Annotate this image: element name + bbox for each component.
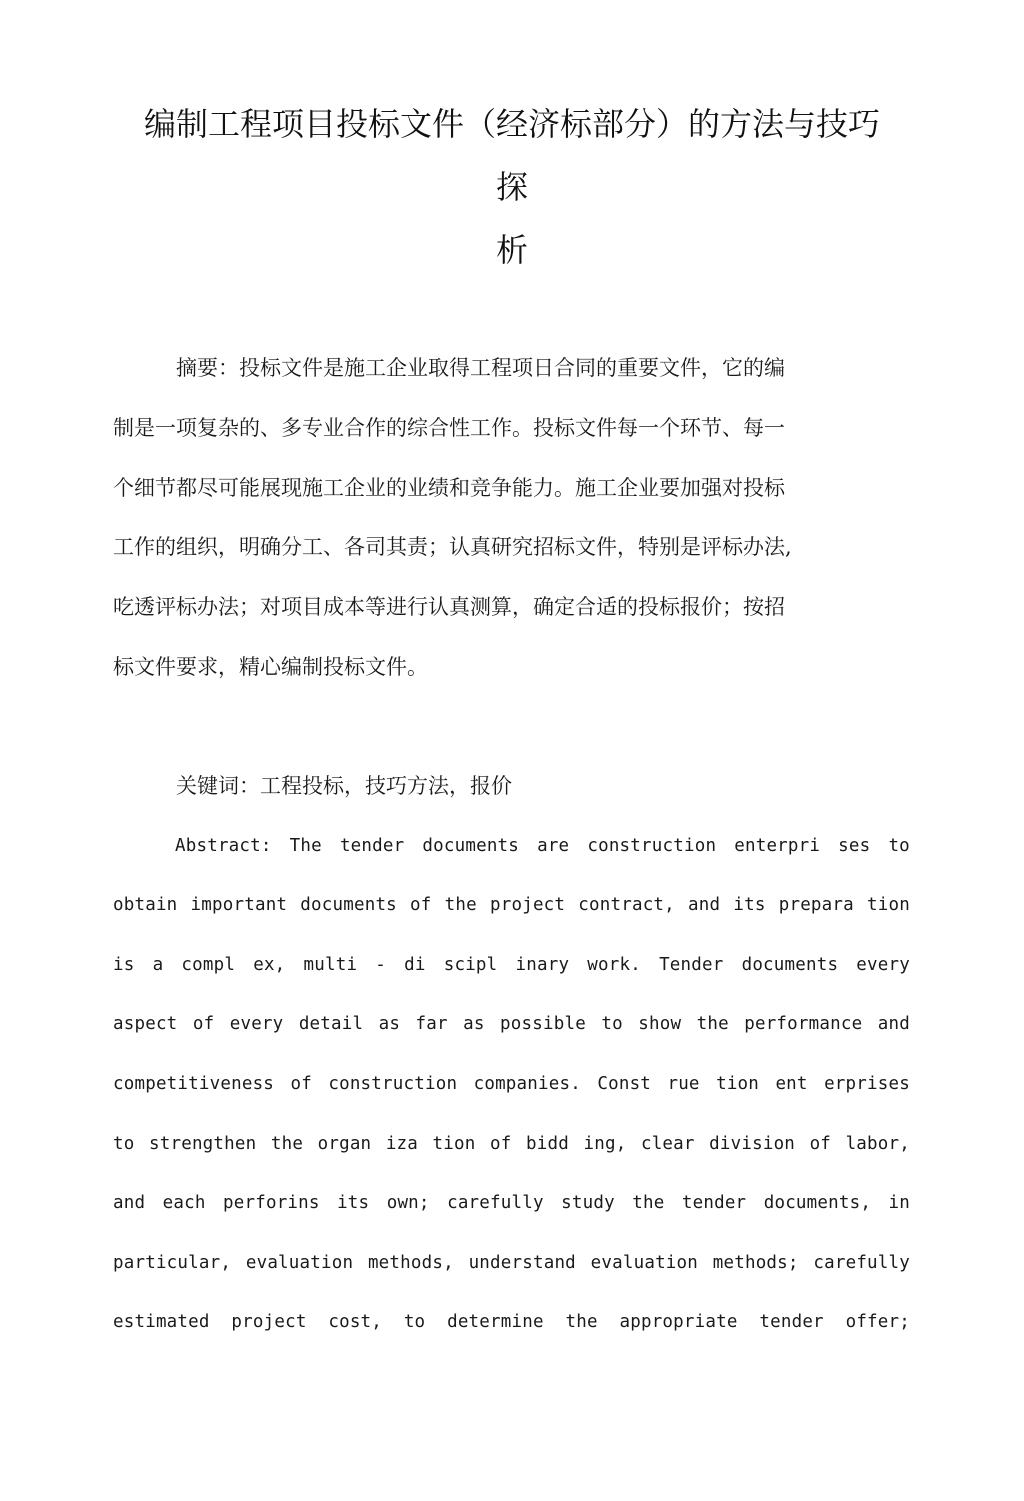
abstract-en-word: documents, bbox=[763, 1193, 872, 1213]
abstract-en-word: multi bbox=[303, 955, 358, 975]
abstract-en-word: the bbox=[270, 1134, 304, 1154]
abstract-en-word: to bbox=[888, 836, 910, 856]
abstract-en-word: tender bbox=[759, 1312, 824, 1332]
abstract-en-line bbox=[113, 1070, 910, 1098]
abstract-en-word: particular, bbox=[113, 1253, 232, 1273]
abstract-en-word: documents bbox=[741, 955, 839, 975]
abstract-en-word: of bbox=[490, 1134, 512, 1154]
abstract-en-word: and bbox=[113, 1193, 146, 1213]
abstract-en-word: carefully bbox=[813, 1253, 910, 1273]
abstract-en-word: project bbox=[490, 895, 566, 915]
abstract-en-word: documents bbox=[422, 836, 520, 856]
abstract-en-word: of bbox=[192, 1014, 215, 1034]
abstract-cn-line-6: 标文件要求，精心编制投标文件。 bbox=[113, 655, 428, 679]
abstract-en-word: contract, bbox=[578, 895, 675, 915]
abstract-en-word: far bbox=[415, 1014, 448, 1034]
abstract-en-word: study bbox=[561, 1193, 615, 1213]
abstract-en-word: The bbox=[289, 836, 322, 856]
abstract-en-word: strengthen bbox=[149, 1134, 257, 1154]
abstract-en-word: the bbox=[565, 1312, 598, 1332]
abstract-en-word: construction bbox=[587, 836, 717, 856]
abstract-en-word: obtain bbox=[113, 895, 178, 915]
abstract-en-word: aspect bbox=[113, 1014, 178, 1034]
abstract-en-word: enterpri bbox=[734, 836, 821, 856]
abstract-en-word: of bbox=[290, 1074, 312, 1094]
abstract-en-word: tion bbox=[867, 895, 910, 915]
abstract-en-word: cost, bbox=[328, 1312, 383, 1332]
abstract-en-word: - bbox=[375, 955, 387, 975]
abstract-en-word: its bbox=[733, 895, 766, 915]
abstract-en-word: labor, bbox=[845, 1134, 910, 1154]
abstract-en-word: companies. bbox=[473, 1074, 581, 1094]
abstract-cn-line-3: 个细节都尽可能展现施工企业的业绩和竞争能力。施工企业要加强对投标 bbox=[113, 476, 785, 500]
abstract-en-word: project bbox=[231, 1312, 307, 1332]
abstract-en-word: the bbox=[696, 1014, 729, 1034]
abstract-cn-line-5: 吃透评标办法；对项目成本等进行认真测算，确定合适的投标报价；按招 bbox=[113, 595, 785, 619]
abstract-en-word: in bbox=[888, 1193, 910, 1213]
abstract-en-word: scipl bbox=[443, 955, 498, 975]
abstract-en-word: competitiveness bbox=[113, 1074, 275, 1094]
abstract-en-word: is bbox=[113, 955, 135, 975]
abstract-en-word: the bbox=[632, 1193, 665, 1213]
abstract-en-word: and bbox=[688, 895, 721, 915]
abstract-cn-line-2: 制是一项复杂的、多专业合作的综合性工作。投标文件每一个环节、每一 bbox=[113, 416, 785, 440]
abstract-en-word: carefully bbox=[447, 1193, 544, 1213]
abstract-en-word: ent bbox=[775, 1074, 808, 1094]
abstract-en-word: to bbox=[601, 1014, 623, 1034]
abstract-en-word: ses bbox=[838, 836, 871, 856]
abstract-en-word: evaluation bbox=[245, 1253, 354, 1273]
document-title-line-3: 析 bbox=[495, 231, 528, 269]
abstract-en-word: methods, bbox=[367, 1253, 454, 1273]
abstract-en-word: ing, bbox=[583, 1134, 627, 1154]
abstract-en-word: construction bbox=[328, 1074, 458, 1094]
abstract-en-word: erprises bbox=[824, 1074, 910, 1094]
abstract-en-line bbox=[113, 1189, 910, 1217]
abstract-en-word: as bbox=[463, 1014, 485, 1034]
abstract-en-word: the bbox=[444, 895, 477, 915]
abstract-en-word: ex, bbox=[253, 955, 286, 975]
abstract-en-word: work. bbox=[587, 955, 641, 975]
abstract-en-word: and bbox=[877, 1014, 910, 1034]
abstract-cn-line-1: 摘要：投标文件是施工企业取得工程项日合同的重要文件，它的编 bbox=[176, 356, 785, 380]
abstract-en-word: Abstract: bbox=[175, 836, 272, 856]
abstract-en-word: of bbox=[410, 895, 432, 915]
abstract-en-word: compl bbox=[181, 955, 236, 975]
abstract-en-word: perforins bbox=[223, 1193, 320, 1213]
abstract-en-word: tender bbox=[339, 836, 405, 856]
abstract-en-line bbox=[175, 832, 910, 860]
abstract-en-word: rue bbox=[667, 1074, 700, 1094]
abstract-en-word: prepara bbox=[778, 895, 854, 915]
abstract-en-word: important bbox=[190, 895, 288, 915]
abstract-en-word: estimated bbox=[113, 1312, 210, 1332]
abstract-en-word: its bbox=[337, 1193, 370, 1213]
abstract-en-word: clear bbox=[640, 1134, 695, 1154]
abstract-en-word: each bbox=[162, 1193, 206, 1213]
abstract-en-word: a bbox=[152, 955, 164, 975]
abstract-en-word: to bbox=[403, 1312, 426, 1332]
abstract-en-word: possible bbox=[500, 1014, 586, 1034]
abstract-en-word: every bbox=[856, 955, 910, 975]
abstract-en-word: documents bbox=[300, 895, 397, 915]
document-title-line-2: 探 bbox=[495, 168, 528, 206]
abstract-en-word: inary bbox=[515, 955, 570, 975]
abstract-en-word: to bbox=[113, 1134, 135, 1154]
abstract-en-line bbox=[113, 1249, 910, 1277]
abstract-en-line bbox=[113, 1308, 910, 1336]
abstract-en-word: tion bbox=[716, 1074, 760, 1094]
abstract-en-word: of bbox=[809, 1134, 832, 1154]
abstract-cn-line-4: 工作的组织，明确分工、各司其责；认真研究招标文件，特别是评标办法, bbox=[113, 535, 792, 559]
keywords-cn: 关键词：工程投标，技巧方法，报价 bbox=[176, 774, 512, 798]
abstract-en-word: as bbox=[378, 1014, 401, 1034]
document-title-line-1: 编制工程项目投标文件（经济标部分）的方法与技巧 bbox=[143, 105, 880, 143]
abstract-en-word: bidd bbox=[526, 1134, 569, 1154]
abstract-en-line bbox=[113, 1010, 910, 1038]
abstract-en-word: offer; bbox=[845, 1312, 910, 1332]
abstract-en-word: are bbox=[537, 836, 570, 856]
abstract-en-line bbox=[113, 951, 910, 979]
abstract-en-word: methods; bbox=[712, 1253, 799, 1273]
abstract-en-word: show bbox=[638, 1014, 682, 1034]
abstract-en-word: organ bbox=[317, 1134, 372, 1154]
abstract-en-word: tender bbox=[681, 1193, 747, 1213]
abstract-en-word: evaluation bbox=[590, 1253, 699, 1273]
abstract-en-word: every bbox=[229, 1014, 284, 1034]
abstract-en-word: performance bbox=[744, 1014, 863, 1034]
abstract-en-word: Const bbox=[597, 1074, 652, 1094]
abstract-en-word: tion bbox=[432, 1134, 476, 1154]
abstract-en-word: iza bbox=[385, 1134, 419, 1154]
abstract-en-line bbox=[113, 1130, 910, 1158]
abstract-en-word: own; bbox=[386, 1193, 430, 1213]
abstract-en-word: appropriate bbox=[619, 1312, 738, 1332]
abstract-en-line bbox=[113, 891, 910, 919]
abstract-en-word: division bbox=[709, 1134, 796, 1154]
abstract-en-word: determine bbox=[447, 1312, 544, 1332]
abstract-en-word: understand bbox=[468, 1253, 576, 1273]
abstract-en-word: detail bbox=[298, 1014, 364, 1034]
abstract-en-word: Tender bbox=[659, 955, 724, 975]
abstract-en-word: di bbox=[404, 955, 426, 975]
